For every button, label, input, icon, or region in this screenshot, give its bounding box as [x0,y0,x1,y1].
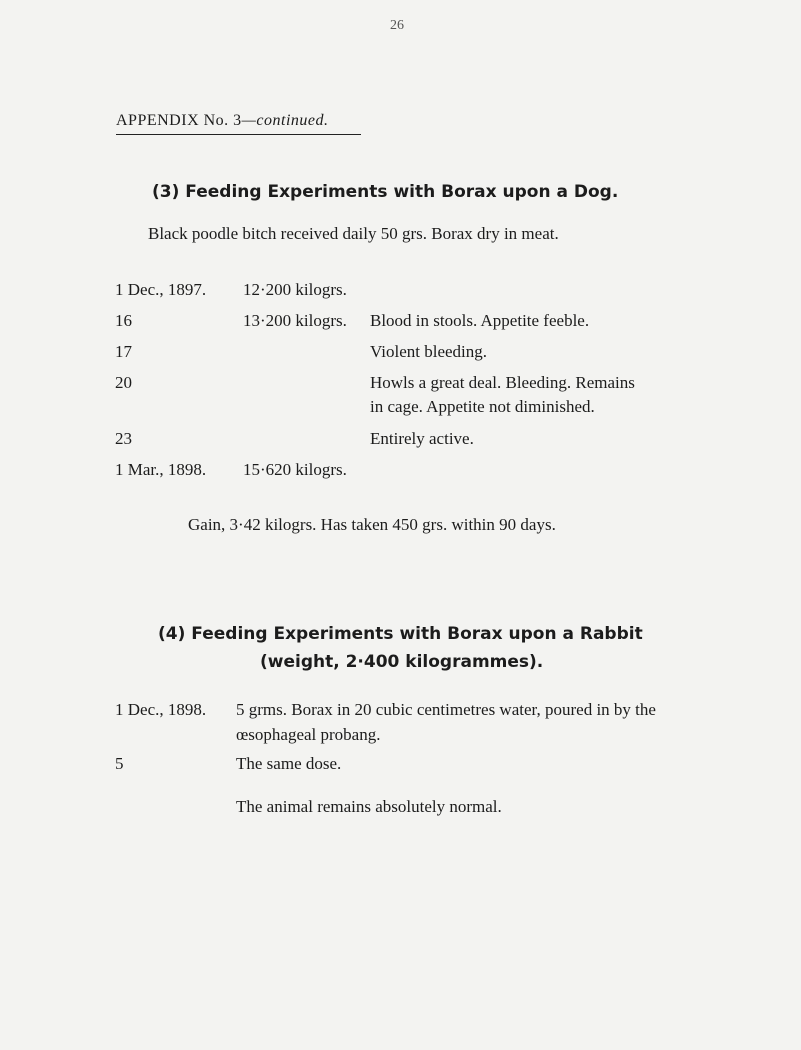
row-weight: 15·620 kilogrs. [243,460,347,479]
page-number: 26 [390,18,404,33]
row-note: Violent bleeding. [370,342,488,361]
appendix-heading-continued: —continued. [241,112,329,129]
row-date: 16 [115,311,132,330]
row-date: 23 [115,429,132,448]
section3-title: (3) Feeding Experiments with Borax upon a Dog. [152,182,619,202]
section4-title: (4) Feeding Experiments with Borax upon a Rabbit [158,624,643,644]
appendix-underline [116,134,361,135]
appendix-heading [116,112,329,130]
row-date: 1 Dec., 1897. [115,280,207,299]
row-note-continuation: in cage. Appetite not diminished. [370,397,595,416]
appendix-heading-main: APPENDIX No. 3 [116,112,242,129]
row-weight: 12·200 kilogrs. [243,280,347,299]
gain-summary: Gain, 3·42 kilogrs. Has taken 450 grs. within 90 days. [188,515,556,534]
row-date: 5 [115,754,124,773]
row-weight: 13·200 kilogrs. [243,311,347,330]
row-note-continuation: œsophageal probang. [236,725,381,744]
closing-remark: The animal remains absolutely normal. [236,797,502,816]
row-note: 5 grms. Borax in 20 cubic centimetres water, poured in by the [236,700,656,719]
row-note: Entirely active. [370,429,474,448]
row-note: The same dose. [236,754,342,773]
row-note: Howls a great deal. Bleeding. Remains [370,373,635,392]
row-date: 1 Mar., 1898. [115,460,207,479]
row-note: Blood in stools. Appetite feeble. [370,311,590,330]
section3-subtitle: Black poodle bitch received daily 50 grs. Borax dry in meat. [148,224,559,243]
row-date: 20 [115,373,132,392]
row-date: 1 Dec., 1898. [115,700,207,719]
section4-subtitle: (weight, 2·400 kilogrammes). [260,652,544,672]
row-date: 17 [115,342,132,361]
